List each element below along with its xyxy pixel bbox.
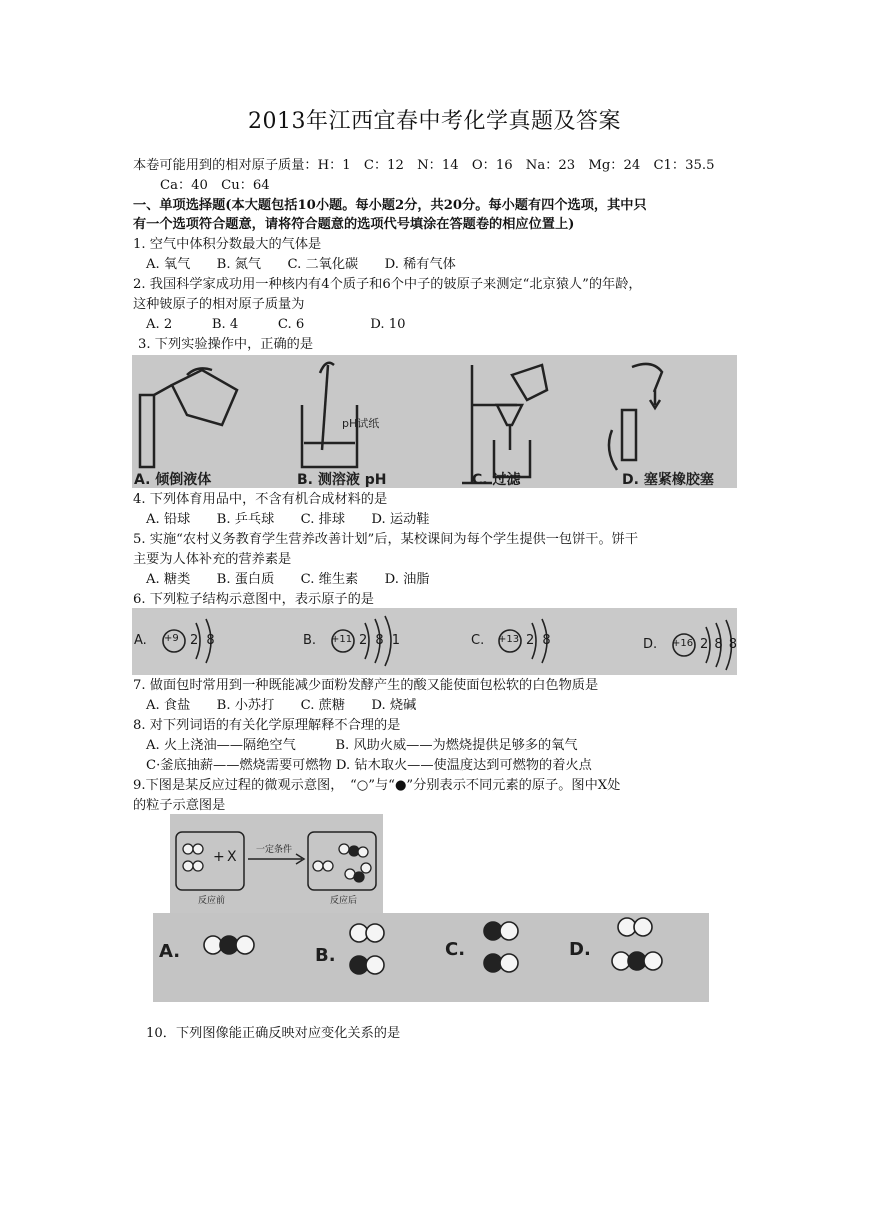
q9-options-figure <box>153 913 709 1002</box>
q9-option-b: B. <box>315 945 336 966</box>
q8-options-line-2: C·釜底抽薪——燃烧需要可燃物 D. 钻木取火——使温度达到可燃物的着火点 <box>146 758 592 773</box>
q6-label-b: B. <box>303 633 317 648</box>
q1-stem: 1. 空气中体积分数最大的气体是 <box>133 237 322 252</box>
q9-option-molecules <box>153 913 709 1002</box>
q2-options: A. 2 B. 4 C. 6 D. 10 <box>146 317 406 332</box>
section-heading-line-1: 一、单项选择题(本大题包括10小题。每小题2分，共20分。每小题有四个选项，其中只 <box>133 198 647 213</box>
q9-before-label: 反应前 <box>198 896 226 906</box>
q6-nucleus-a: +9 <box>164 633 179 644</box>
q6-shells-d: 2 8 8 <box>700 637 737 652</box>
q9-after-label: 反应后 <box>330 896 358 906</box>
before-molecules <box>183 844 203 871</box>
q6-shells-a: 2 8 <box>190 633 215 648</box>
ph-paper-label: pH试纸 <box>342 417 380 430</box>
after-molecules <box>313 844 371 882</box>
q9-option-c: C. <box>445 939 466 960</box>
q5-options: A. 糖类 B. 蛋白质 C. 维生素 D. 油脂 <box>146 572 430 587</box>
q1-options: A. 氧气 B. 氮气 C. 二氧化碳 D. 稀有气体 <box>146 257 456 272</box>
q8-stem: 8. 对下列词语的有关化学原理解释不合理的是 <box>133 718 401 733</box>
section-heading-line-2: 有一个选项符合题意，请将符合题意的选项代号填涂在答题卷的相应位置上) <box>133 217 575 232</box>
q6-label-a: A. <box>134 633 147 648</box>
q6-nucleus-d: +16 <box>672 638 694 649</box>
q4-options: A. 铅球 B. 乒乓球 C. 排球 D. 运动鞋 <box>146 512 430 527</box>
q7-options: A. 食盐 B. 小苏打 C. 蔗糖 D. 烧碱 <box>146 698 417 713</box>
page-title: 2013年江西宜春中考化学真题及答案 <box>248 109 621 134</box>
q2-stem-line-2: 这种铍原子的相对原子质量为 <box>133 297 305 312</box>
q6-shells-c: 2 8 <box>526 633 551 648</box>
q6-nucleus-c: +13 <box>498 634 520 645</box>
q3-experiment-figure <box>132 355 737 488</box>
q6-nucleus-b: +11 <box>331 634 353 645</box>
q5-stem-line-1: 5. 实施“农村义务教育学生营养改善计划”后，某校课间为每个学生提供一包饼干。饼干 <box>133 532 639 547</box>
q9-option-d: D. <box>569 939 591 960</box>
q3-label-d: D. 塞紧橡胶塞 <box>622 472 714 488</box>
q2-stem-line-1: 2. 我国科学家成功用一种核内有4个质子和6个中子的铍原子来测定“北京猿人”的年龄， <box>133 277 642 292</box>
q10-stem: 10．下列图像能正确反映对应变化关系的是 <box>146 1026 401 1041</box>
q6-shells-b: 2 8 1 <box>359 633 401 648</box>
q6-particle-figure <box>132 608 737 675</box>
q9-option-a: A. <box>159 941 181 962</box>
q6-label-c: C. <box>471 633 485 648</box>
q6-label-d: D. <box>643 637 658 652</box>
q7-stem: 7. 做面包时常用到一种既能减少面粉发酵产生的酸又能使面包松软的白色物质是 <box>133 678 599 693</box>
q3-label-c: C. 过滤 <box>472 472 521 488</box>
atomic-mass-line-1: 本卷可能用到的相对原子质量：H：1 C：12 N：14 O：16 Na：23 Mg：24 C1：35.5 <box>133 158 715 173</box>
q3-label-b: B. 测溶液 pH <box>297 472 387 488</box>
q9-x-label: X <box>227 849 237 865</box>
q4-stem: 4. 下列体育用品中，不含有机合成材料的是 <box>133 492 388 507</box>
q3-label-a: A. 倾倒液体 <box>134 472 212 488</box>
q9-plus-sign: + <box>213 849 225 865</box>
q8-options-line-1: A. 火上浇油——隔绝空气 B. 风助火威——为燃烧提供足够多的氧气 <box>146 738 578 753</box>
q9-stem-line-2: 的粒子示意图是 <box>133 798 226 813</box>
q9-stem-line-1: 9.下图是某反应过程的微观示意图， “○”与“●”分别表示不同元素的原子。图中X处 <box>133 778 621 793</box>
q5-stem-line-2: 主要为人体补充的营养素是 <box>133 552 292 567</box>
atomic-mass-line-2: Ca：40 Cu：64 <box>160 178 270 193</box>
q6-stem: 6. 下列粒子结构示意图中，表示原子的是 <box>133 592 374 607</box>
q3-stem: 3. 下列实验操作中，正确的是 <box>138 337 314 352</box>
q9-condition-label: 一定条件 <box>256 845 293 855</box>
q9-reaction-figure <box>170 814 383 913</box>
